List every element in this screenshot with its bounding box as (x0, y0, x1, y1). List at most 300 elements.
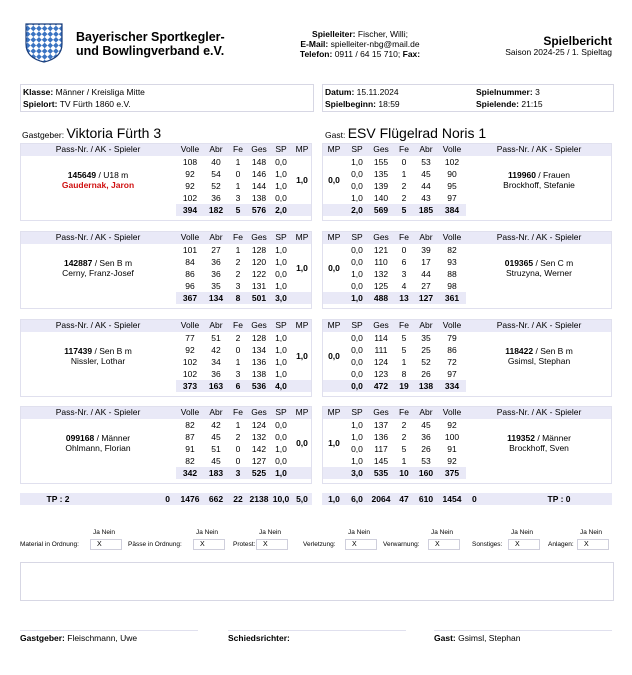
home-value-cell: 3 (235, 369, 241, 379)
guest-value-cell: 1,0 (351, 420, 363, 430)
phone-value: 0911 / 64 15 710; (334, 49, 401, 59)
guest-value-cell: 44 (421, 269, 431, 279)
check-label: Sonstiges: (472, 541, 503, 548)
home-value-cell: 134 (251, 345, 267, 355)
home-age-class: / Sen B m (92, 346, 132, 356)
guest-sum-cell: 160 (414, 467, 438, 479)
guest-age-class: / Sen C m (533, 258, 574, 268)
home-value-cell: 2 (235, 269, 241, 279)
home-sum-cell: 1,0 (270, 467, 292, 479)
home-value-cell: 1,0 (275, 181, 287, 191)
guest-value-cell: 0,0 (351, 357, 363, 367)
fax-label: Fax: (402, 49, 421, 59)
guest-value-cell: 97 (447, 193, 457, 203)
home-value-cell: 102 (182, 369, 198, 379)
home-player-name: Cerny, Franz-Josef (62, 268, 134, 278)
guest-team-header (325, 125, 486, 141)
home-tp: TP : 2 (20, 493, 96, 505)
guest-pass-number: 019365 (504, 258, 534, 268)
check-box[interactable] (508, 539, 540, 550)
check-label: Anlagen: (548, 541, 574, 548)
guest-value-cell: 0 (401, 245, 407, 255)
guest-value-cell: 0,0 (351, 345, 363, 355)
guest-player-name: Brockhoff, Sven (509, 443, 569, 453)
guest-col-header: SP (346, 143, 368, 156)
home-col-header: Abr (204, 406, 228, 419)
home-value-cell: 40 (211, 157, 221, 167)
guest-value-cell: 137 (373, 420, 389, 430)
guest-value-cell: 45 (421, 169, 431, 179)
datum-label: Datum: (325, 87, 355, 97)
home-col-header: SP (270, 406, 292, 419)
check-mark: X (97, 541, 102, 548)
home-value-cell: 2 (235, 257, 241, 267)
home-value-cell: 51 (211, 333, 221, 343)
home-col-header: Pass-Nr. / AK - Spieler (20, 319, 176, 332)
guest-signature-label: Gast: (434, 633, 456, 643)
check-box[interactable] (428, 539, 460, 550)
home-age-class: / U18 m (96, 170, 129, 180)
guest-value-cell: 0,0 (351, 281, 363, 291)
guest-mp-cell: 0,0 (328, 175, 340, 185)
guest-col-header: Fe (394, 406, 414, 419)
guest-value-cell: 0 (401, 157, 407, 167)
home-col-header: MP (292, 406, 312, 419)
leader-label: Spielleiter: (312, 29, 356, 39)
guest-col-header: MP (322, 319, 346, 332)
home-value-cell: 27 (211, 245, 221, 255)
guest-value-cell: 100 (444, 432, 460, 442)
home-value-cell: 131 (251, 281, 267, 291)
guest-value-cell: 5 (401, 333, 407, 343)
guest-value-cell: 0,0 (351, 333, 363, 343)
home-value-cell: 120 (251, 257, 267, 267)
guest-value-cell: 1,0 (351, 193, 363, 203)
guest-sum-cell: 127 (414, 292, 438, 304)
home-col-header: Volle (176, 406, 204, 419)
check-label: Verwarnung: (383, 541, 420, 548)
ja-nein-header: Ja Nein (580, 529, 603, 536)
home-col-header: Pass-Nr. / AK - Spieler (20, 406, 176, 419)
guest-value-cell: 0,0 (351, 257, 363, 267)
host-signature-value: Fleischmann, Uwe (67, 633, 138, 643)
guest-value-cell: 1,0 (351, 157, 363, 167)
home-value-cell: 36 (211, 369, 221, 379)
guest-value-cell: 2 (401, 193, 407, 203)
home-value-cell: 36 (211, 269, 221, 279)
guest-value-cell: 0,0 (351, 245, 363, 255)
guest-col-header: SP (346, 406, 368, 419)
ja-nein-header: Ja Nein (259, 529, 282, 536)
check-mark: X (352, 541, 357, 548)
home-value-cell: 82 (185, 456, 195, 466)
guest-col-header: MP (322, 406, 346, 419)
home-value-cell: 0 (235, 169, 241, 179)
guest-value-cell: 140 (373, 193, 389, 203)
notes-box[interactable] (20, 562, 614, 601)
guest-signature-line (434, 630, 612, 631)
home-mp-cell: 1,0 (296, 263, 308, 273)
guest-value-cell: 135 (373, 169, 389, 179)
guest-game-frame (322, 406, 612, 484)
home-col-header: Volle (176, 319, 204, 332)
check-mark: X (515, 541, 520, 548)
home-age-class: / Männer (94, 433, 131, 443)
home-player-name: Ohlmann, Florian (65, 443, 131, 453)
guest-sum-cell: 13 (394, 292, 414, 304)
home-sum-cell: 3,0 (270, 292, 292, 304)
check-box[interactable] (256, 539, 288, 550)
ja-nein-header: Ja Nein (196, 529, 219, 536)
home-value-cell: 136 (251, 357, 267, 367)
guest-value-cell: 26 (421, 444, 431, 454)
guest-sum-cell: 19 (394, 380, 414, 392)
home-value-cell: 92 (185, 181, 195, 191)
guest-age-class: / Frauen (535, 170, 570, 180)
home-col-header: SP (270, 231, 292, 244)
klasse-label: Klasse: (23, 87, 54, 97)
guest-value-cell: 53 (421, 157, 431, 167)
match-info-box-left (20, 84, 314, 112)
home-value-cell: 91 (185, 444, 195, 454)
home-col-header: SP (270, 319, 292, 332)
home-col-header: Fe (228, 231, 248, 244)
guest-value-cell: 53 (421, 456, 431, 466)
guest-sum-cell: 10 (394, 467, 414, 479)
leader-value: Fischer, Willi; (357, 29, 408, 39)
home-value-cell: 52 (211, 181, 221, 191)
check-label: Verletzung: (303, 541, 336, 548)
home-total-abr: 662 (204, 493, 228, 505)
report-title: Spielbericht (543, 34, 612, 48)
home-value-cell: 127 (251, 456, 267, 466)
home-player-name: Nissler, Lothar (70, 356, 126, 366)
home-col-header: SP (270, 143, 292, 156)
guest-col-header: MP (322, 231, 346, 244)
contact-block (235, 29, 485, 59)
home-col-header: Ges (248, 231, 270, 244)
ende-label: Spielende: (476, 99, 519, 109)
home-total-fe: 22 (228, 493, 248, 505)
guest-mp-cell: 1,0 (328, 438, 340, 448)
home-value-cell: 0,0 (275, 269, 287, 279)
home-value-cell: 36 (211, 257, 221, 267)
check-box[interactable] (193, 539, 225, 550)
home-mp-cell: 1,0 (296, 351, 308, 361)
guest-col-header: Ges (368, 231, 394, 244)
guest-value-cell: 72 (447, 357, 457, 367)
host-signature (20, 633, 137, 643)
guest-value-cell: 111 (374, 345, 388, 355)
check-mark: X (435, 541, 440, 548)
check-box[interactable] (90, 539, 122, 550)
spielort-value: TV Fürth 1860 e.V. (59, 99, 131, 109)
home-value-cell: 0 (235, 456, 241, 466)
guest-value-cell: 0,0 (351, 181, 363, 191)
home-col-header: Fe (228, 319, 248, 332)
guest-player-name: Gsimsl, Stephan (507, 356, 571, 366)
guest-value-cell: 98 (447, 281, 457, 291)
guest-team-name: ESV Flügelrad Noris 1 (347, 125, 487, 141)
home-col-header: Volle (176, 231, 204, 244)
guest-total-sp: 6,0 (346, 493, 368, 505)
guest-value-cell: 36 (421, 432, 431, 442)
guest-mp-cell: 0,0 (328, 351, 340, 361)
guest-col-header: Ges (368, 143, 394, 156)
home-value-cell: 1,0 (275, 369, 287, 379)
home-sum-cell: 394 (176, 204, 204, 216)
home-col-header: Abr (204, 143, 228, 156)
home-total-ges: 2138 (249, 494, 269, 504)
guest-col-header: Abr (414, 406, 438, 419)
guest-value-cell: 121 (373, 245, 389, 255)
guest-sum-cell: 1,0 (346, 292, 368, 304)
guest-value-cell: 82 (447, 245, 457, 255)
guest-value-cell: 145 (373, 456, 389, 466)
home-value-cell: 82 (185, 420, 195, 430)
guest-total-abr: 610 (414, 493, 438, 505)
guest-sum-cell: 3,0 (346, 467, 368, 479)
home-value-cell: 77 (185, 333, 195, 343)
home-value-cell: 102 (182, 357, 198, 367)
guest-player-name: Struzyna, Werner (506, 268, 572, 278)
home-sum-cell: 342 (176, 467, 204, 479)
guest-value-cell: 25 (421, 345, 431, 355)
guest-value-cell: 5 (401, 345, 407, 355)
guest-col-header: Volle (438, 143, 466, 156)
guest-value-cell: 124 (373, 357, 389, 367)
guest-age-class: / Männer (535, 433, 571, 443)
guest-value-cell: 43 (421, 193, 431, 203)
org-name-line2: und Bowlingverband e.V. (76, 44, 225, 58)
guest-totals (322, 493, 612, 505)
guest-value-cell: 0,0 (351, 169, 363, 179)
home-age-class: / Sen B m (92, 258, 133, 268)
guest-value-cell: 92 (447, 420, 457, 430)
guest-value-cell: 8 (401, 369, 407, 379)
nummer-label: Spielnummer: (476, 87, 533, 97)
beginn-label: Spielbeginn: (325, 99, 376, 109)
home-value-cell: 128 (251, 333, 267, 343)
guest-value-cell: 139 (373, 181, 389, 191)
guest-value-cell: 102 (444, 157, 460, 167)
home-game-frame (20, 231, 312, 309)
home-total-volle: 1476 (176, 493, 204, 505)
home-game-frame (20, 319, 312, 397)
guest-value-cell: 93 (447, 257, 457, 267)
ja-nein-header: Ja Nein (511, 529, 534, 536)
home-value-cell: 86 (185, 269, 195, 279)
guest-col-header: Volle (438, 406, 466, 419)
home-sum-cell: 4,0 (270, 380, 292, 392)
home-value-cell: 146 (251, 169, 267, 179)
beginn-value: 18:59 (378, 99, 400, 109)
home-sum-cell: 183 (204, 467, 228, 479)
guest-sum-cell: 488 (368, 292, 394, 304)
guest-sum-cell: 361 (438, 292, 466, 304)
home-value-cell: 138 (251, 369, 267, 379)
home-mp-cell: 0,0 (296, 438, 308, 448)
home-value-cell: 1,0 (275, 169, 287, 179)
home-value-cell: 1 (235, 181, 241, 191)
referee-signature (228, 633, 290, 643)
ja-nein-header: Ja Nein (431, 529, 454, 536)
home-value-cell: 3 (235, 193, 241, 203)
home-col-header: Pass-Nr. / AK - Spieler (20, 231, 176, 244)
host-signature-label: Gastgeber: (20, 633, 65, 643)
guest-col-header: Abr (414, 231, 438, 244)
ja-nein-header: Ja Nein (93, 529, 116, 536)
home-sum-cell: 367 (176, 292, 204, 304)
guest-sum-cell: 5 (394, 204, 414, 216)
home-value-cell: 2 (235, 432, 241, 442)
guest-col-header: Ges (368, 319, 394, 332)
home-col-header: MP (292, 231, 312, 244)
guest-total-mp: 1,0 (322, 493, 346, 505)
guest-sum-cell: 185 (414, 204, 438, 216)
guest-value-cell: 97 (447, 369, 457, 379)
guest-col-header: Fe (394, 231, 414, 244)
guest-total-extra: 0 (466, 493, 506, 505)
home-value-cell: 144 (251, 181, 267, 191)
guest-value-cell: 1 (401, 456, 407, 466)
home-pass-number: 099168 (65, 433, 95, 443)
guest-value-cell: 17 (421, 257, 431, 267)
home-col-header: Ges (248, 406, 270, 419)
home-value-cell: 1 (235, 245, 241, 255)
home-value-cell: 1,0 (275, 444, 287, 454)
guest-value-cell: 2 (401, 181, 407, 191)
home-sum-cell: 6 (228, 380, 248, 392)
home-value-cell: 124 (251, 420, 267, 430)
check-label: Pässe in Ordnung: (128, 541, 182, 548)
guest-col-header: MP (322, 143, 346, 156)
home-sum-cell: 501 (248, 292, 270, 304)
home-value-cell: 108 (182, 157, 198, 167)
season-info: Saison 2024-25 / 1. Spieltag (505, 47, 612, 57)
guest-value-cell: 0,0 (351, 369, 363, 379)
guest-value-cell: 132 (373, 269, 389, 279)
home-sum-cell: 182 (204, 204, 228, 216)
home-pass-number: 145649 (67, 170, 97, 180)
home-total-sp: 10,0 (270, 493, 292, 505)
check-label: Material in Ordnung: (20, 541, 79, 548)
guest-value-cell: 1,0 (351, 432, 363, 442)
check-box[interactable] (577, 539, 609, 550)
home-value-cell: 0,0 (275, 193, 287, 203)
guest-sum-cell: 384 (438, 204, 466, 216)
home-total-mp: 5,0 (292, 493, 312, 505)
home-sum-cell: 163 (204, 380, 228, 392)
check-box[interactable] (345, 539, 377, 550)
guest-col-header: Pass-Nr. / AK - Spieler (466, 319, 612, 332)
organization-name (76, 30, 225, 58)
guest-col-header: Fe (394, 143, 414, 156)
guest-player-name: Brockhoff, Stefanie (503, 180, 575, 190)
home-value-cell: 92 (185, 169, 195, 179)
home-value-cell: 1,0 (275, 245, 287, 255)
guest-value-cell: 114 (374, 333, 388, 343)
guest-tp: TP : 0 (506, 493, 612, 505)
guest-sum-cell: 375 (438, 467, 466, 479)
guest-sum-cell: 0,0 (346, 380, 368, 392)
home-value-cell: 0,0 (275, 157, 287, 167)
home-team-label: Gastgeber: (22, 130, 65, 140)
guest-value-cell: 2 (401, 432, 407, 442)
guest-col-header: Abr (414, 143, 438, 156)
home-col-header: Ges (248, 143, 270, 156)
guest-game-frame (322, 231, 612, 309)
host-signature-line (20, 630, 198, 631)
phone-label: Telefon: (299, 49, 333, 59)
guest-col-header: SP (346, 319, 368, 332)
guest-total-ges: 2064 (368, 493, 394, 505)
guest-value-cell: 90 (447, 169, 457, 179)
home-game-frame (20, 143, 312, 221)
home-col-header: Abr (204, 319, 228, 332)
guest-value-cell: 86 (447, 345, 457, 355)
guest-value-cell: 79 (447, 333, 457, 343)
home-team-header (22, 125, 161, 141)
home-value-cell: 0,0 (275, 432, 287, 442)
home-value-cell: 148 (251, 157, 267, 167)
home-sum-cell: 134 (204, 292, 228, 304)
home-sum-cell: 373 (176, 380, 204, 392)
guest-pass-number: 119960 (508, 170, 536, 180)
home-value-cell: 84 (185, 257, 195, 267)
home-value-cell: 1 (235, 420, 241, 430)
home-sum-cell: 5 (228, 204, 248, 216)
guest-col-header: Volle (438, 319, 466, 332)
home-sum-cell: 525 (248, 467, 270, 479)
home-value-cell: 1,0 (275, 333, 287, 343)
home-value-cell: 128 (251, 245, 267, 255)
home-value-cell: 122 (251, 269, 267, 279)
guest-value-cell: 5 (401, 444, 407, 454)
guest-value-cell: 26 (421, 369, 431, 379)
guest-col-header: Volle (438, 231, 466, 244)
guest-total-fe: 47 (394, 493, 414, 505)
guest-col-header: Pass-Nr. / AK - Spieler (466, 231, 612, 244)
guest-value-cell: 0,0 (351, 444, 363, 454)
guest-team-label: Gast: (325, 130, 346, 140)
guest-sum-cell: 535 (368, 467, 394, 479)
home-value-cell: 54 (211, 169, 221, 179)
home-value-cell: 1,0 (275, 281, 287, 291)
home-col-header: Ges (248, 319, 270, 332)
guest-value-cell: 39 (421, 245, 431, 255)
guest-value-cell: 95 (447, 181, 457, 191)
email-value[interactable]: spielleiter-nbg@mail.de (330, 39, 420, 49)
guest-game-frame (322, 319, 612, 397)
guest-value-cell: 91 (447, 444, 457, 454)
guest-game-frame (322, 143, 612, 221)
guest-sum-cell: 138 (414, 380, 438, 392)
home-value-cell: 45 (211, 456, 221, 466)
home-value-cell: 2 (235, 333, 241, 343)
guest-value-cell: 1 (401, 169, 407, 179)
home-player-name: Gaudernak, Jaron (61, 180, 135, 190)
guest-value-cell: 88 (447, 269, 457, 279)
home-col-header: Fe (228, 406, 248, 419)
home-col-header: Pass-Nr. / AK - Spieler (20, 143, 176, 156)
guest-col-header: Pass-Nr. / AK - Spieler (466, 143, 612, 156)
check-mark: X (263, 541, 268, 548)
home-col-header: MP (292, 319, 312, 332)
home-team-name: Viktoria Fürth 3 (66, 125, 162, 141)
home-value-cell: 142 (251, 444, 267, 454)
guest-value-cell: 6 (401, 257, 407, 267)
